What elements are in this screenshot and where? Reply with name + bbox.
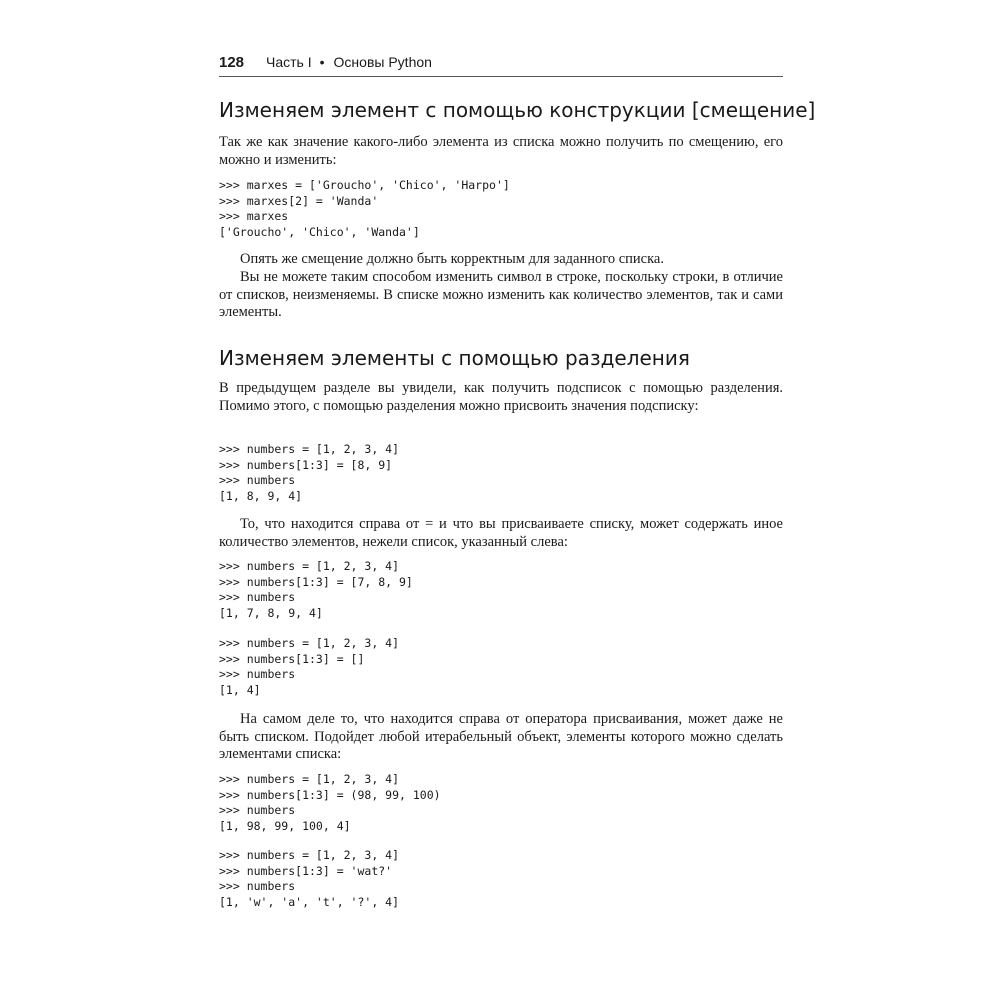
code-block-slice-empty: >>> numbers = [1, 2, 3, 4] >>> numbers[1:3] = [] >>> numbers [1, 4] (219, 636, 400, 697)
code-block-slice-tuple: >>> numbers = [1, 2, 3, 4] >>> numbers[1:3] = (98, 99, 100) >>> numbers [1, 98, 99, 100, 4] (219, 772, 441, 833)
section2-paragraph-different-length: То, что находится справа от = и что вы присваиваете списку, может содержать иное количество элементов, нежели список, указанный слева: (219, 516, 783, 550)
section2-paragraph-iterable: На самом деле то, что находится справа от оператора присваивания, может даже не быть списком. Подойдет любой итерабельный объект, элементы которого можно сделать элементами списка: (219, 711, 783, 763)
section1-paragraph-offset-valid: Опять же смещение должно быть корректным для заданного списка. (240, 251, 664, 267)
code-block-marxes: >>> marxes = ['Groucho', 'Chico', 'Harpo'] >>> marxes[2] = 'Wanda' >>> marxes ['Groucho', 'Chico', 'Wanda'] (219, 178, 510, 239)
section-heading-offset: Изменяем элемент с помощью конструкции [смещение] (219, 98, 816, 122)
header-rule (219, 76, 783, 77)
section2-intro-paragraph: В предыдущем разделе вы увидели, как получить подсписок с помощью разделения. Помимо этого, с помощью разделения можно присвоить значения подсписку: (219, 380, 783, 414)
code-block-slice-7-8-9: >>> numbers = [1, 2, 3, 4] >>> numbers[1:3] = [7, 8, 9] >>> numbers [1, 7, 8, 9, 4] (219, 559, 413, 620)
section1-paragraph-immutable-strings: Вы не можете таким способом изменить символ в строке, поскольку строки, в отличие от списков, неизменяемы. В списке можно изменить как количество элементов, так и сами элементы. (219, 269, 783, 321)
section-heading-slice: Изменяем элементы с помощью разделения (219, 346, 690, 370)
page-number: 128 (219, 54, 245, 71)
section1-intro-paragraph: Так же как значение какого-либо элемента из списка можно получить по смещению, его можно и изменить: (219, 134, 783, 168)
running-header (219, 52, 783, 72)
code-block-slice-8-9: >>> numbers = [1, 2, 3, 4] >>> numbers[1:3] = [8, 9] >>> numbers [1, 8, 9, 4] (219, 442, 400, 503)
book-title: Основы Python (333, 54, 432, 70)
code-block-slice-string: >>> numbers = [1, 2, 3, 4] >>> numbers[1:3] = 'wat?' >>> numbers [1, 'w', 'a', 't', '?', 4] (219, 848, 400, 909)
part-label: Часть I (266, 54, 312, 70)
header-bullet: • (319, 54, 325, 70)
